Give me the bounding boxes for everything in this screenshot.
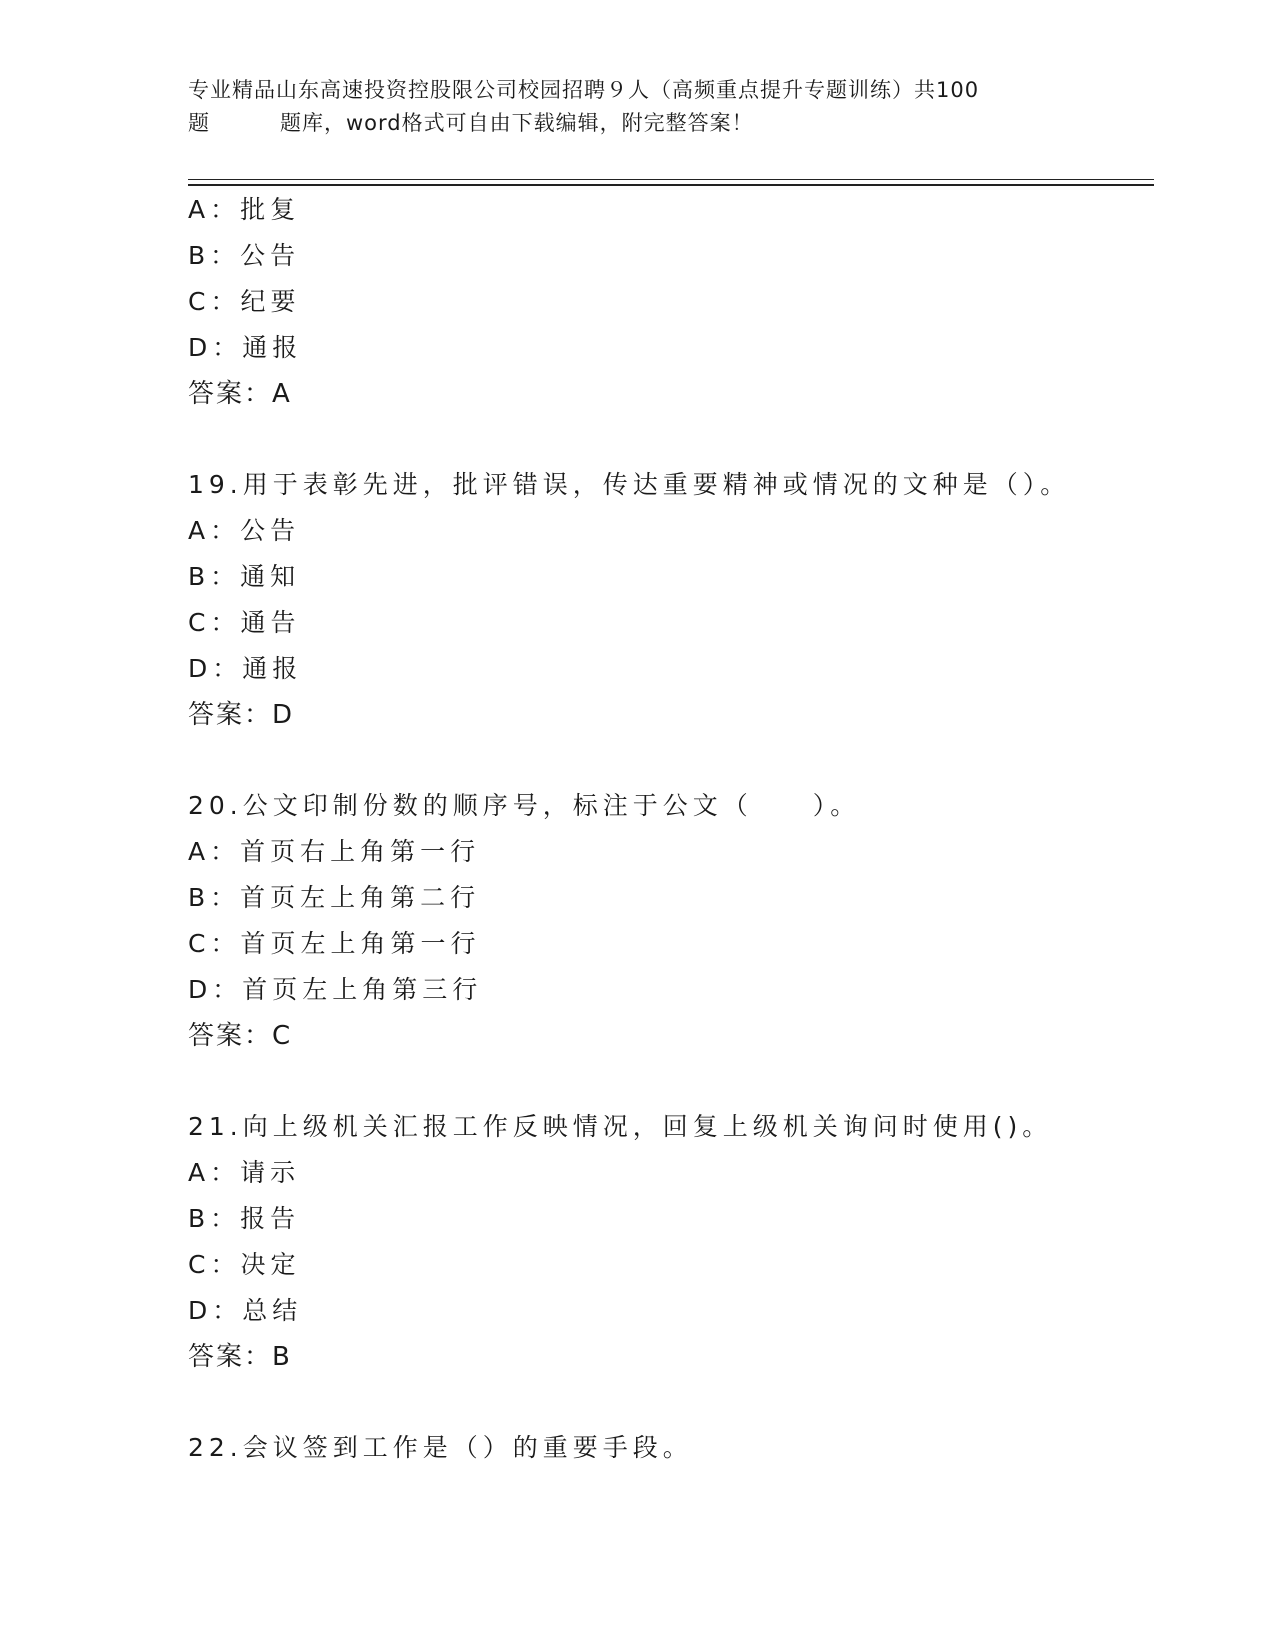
question-spacer xyxy=(188,1059,1154,1104)
question-stem: 20.公文印制份数的顺序号，标注于公文（ ）。 xyxy=(188,791,861,820)
question-stem: 19.用于表彰先进，批评错误，传达重要精神或情况的文种是（）。 xyxy=(188,470,1071,499)
option-b: B：公告 xyxy=(188,241,301,270)
document-header xyxy=(188,74,1088,140)
question-block-22 xyxy=(188,1425,1154,1471)
answer-line: 答案：A xyxy=(188,379,292,409)
option-c: C：首页左上角第一行 xyxy=(188,929,481,958)
option-d: D：首页左上角第三行 xyxy=(188,975,483,1004)
answer-line: 答案：B xyxy=(188,1342,292,1372)
option-a: A：公告 xyxy=(188,516,301,545)
question-block-19 xyxy=(188,462,1154,738)
option-a: A：首页右上角第一行 xyxy=(188,837,481,866)
header-gap xyxy=(210,107,280,140)
answer-line: 答案：C xyxy=(188,1021,293,1051)
question-block-18 xyxy=(188,187,1154,417)
header-title-line1: 专业精品山东高速投资控股限公司校园招聘９人（高频重点提升专题训练）共100 xyxy=(188,78,980,102)
option-d: D：总结 xyxy=(188,1296,303,1325)
question-stem: 22.会议签到工作是（）的重要手段。 xyxy=(188,1433,693,1462)
option-c: C：通告 xyxy=(188,608,301,637)
header-title-line2 xyxy=(188,107,1088,140)
option-a: A：批复 xyxy=(188,195,301,224)
option-b: B：首页左上角第二行 xyxy=(188,883,481,912)
question-block-20 xyxy=(188,783,1154,1059)
question-stem: 21.向上级机关汇报工作反映情况，回复上级机关询问时使用()。 xyxy=(188,1112,1053,1141)
question-block-21 xyxy=(188,1104,1154,1380)
option-c: C：纪要 xyxy=(188,287,301,316)
header-title-line2-end: 题库，word格式可自由下载编辑，附完整答案！ xyxy=(280,111,754,135)
header-divider-thick xyxy=(188,184,1154,186)
header-divider-thin xyxy=(188,179,1154,180)
option-d: D：通报 xyxy=(188,333,303,362)
question-list xyxy=(188,187,1154,1471)
option-d: D：通报 xyxy=(188,654,303,683)
question-spacer xyxy=(188,738,1154,783)
question-spacer xyxy=(188,1380,1154,1425)
answer-line: 答案：D xyxy=(188,700,295,730)
option-b: B：通知 xyxy=(188,562,301,591)
option-b: B：报告 xyxy=(188,1204,301,1233)
header-title-line2-start: 题 xyxy=(188,111,210,135)
option-a: A：请示 xyxy=(188,1158,301,1187)
option-c: C：决定 xyxy=(188,1250,301,1279)
question-spacer xyxy=(188,417,1154,462)
